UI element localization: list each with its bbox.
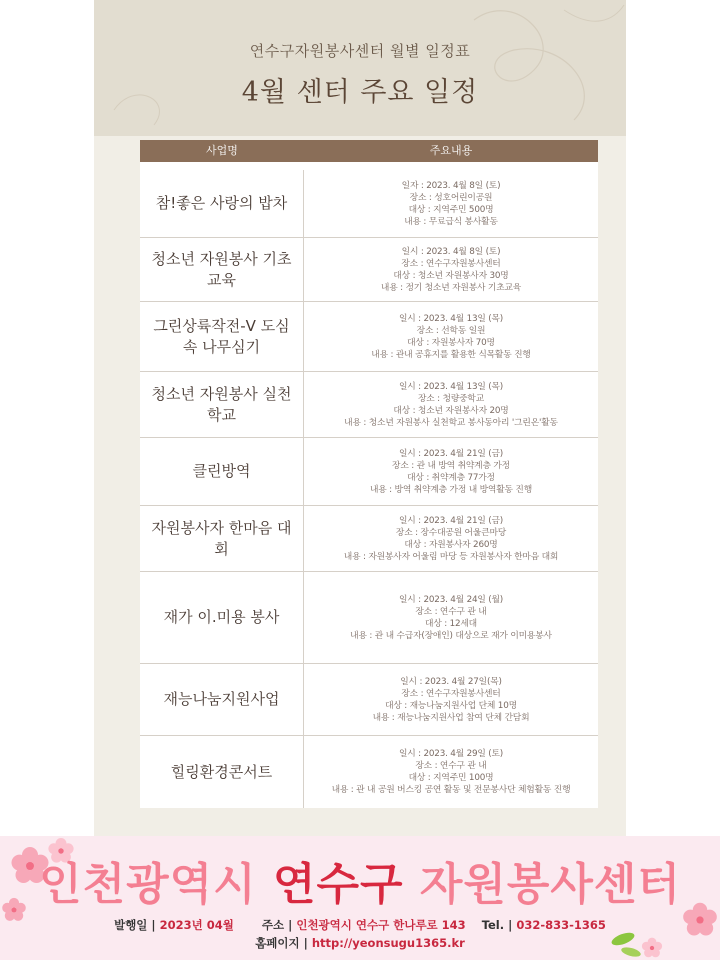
info-line-2	[0, 934, 720, 952]
row-name: 재가 이.미용 봉사	[140, 572, 304, 663]
row-name: 청소년 자원봉사 기초교육	[140, 238, 304, 301]
table-row	[140, 736, 598, 808]
tel-label: Tel. |	[481, 918, 517, 932]
issue-value: 2023년 04월	[159, 918, 234, 932]
table-row	[140, 572, 598, 664]
issue-label: 발행일 |	[114, 918, 160, 932]
header-banner	[94, 0, 626, 136]
content-line: 내용 : 자원봉사자 어울림 마당 등 자원봉사자 한마음 대회	[343, 551, 559, 562]
footer-banner	[0, 836, 720, 960]
info-line-1	[0, 916, 720, 934]
content-line: 대상 : 재능나눔지원사업 단체 10명	[385, 700, 517, 711]
content-line: 장소 : 성호어린이공원	[409, 192, 493, 203]
content-line: 내용 : 방역 취약계층 가정 내 방역활동 진행	[369, 484, 532, 495]
decorative-swirl-icon	[94, 0, 626, 136]
content-line: 일시 : 2023. 4월 13일 (목)	[398, 381, 504, 392]
table-header	[140, 140, 598, 162]
tel-value: 032-833-1365	[516, 918, 606, 932]
publication-info	[0, 916, 720, 952]
column-header-content: 주요내용	[429, 144, 473, 157]
content-line: 일시 : 2023. 4월 21일 (금)	[398, 448, 504, 459]
title-part-city: 인천광역시	[39, 859, 273, 910]
row-content	[304, 664, 598, 735]
content-line: 장소 : 연수구 관 내	[415, 606, 487, 617]
row-name: 힐링환경콘서트	[140, 736, 304, 808]
title-part-district: 연수구	[272, 859, 404, 910]
homepage-link[interactable]: http://yeonsugu1365.kr	[311, 936, 465, 950]
content-line: 대상 : 12세대	[425, 618, 477, 629]
content-line: 장소 : 선학동 일원	[416, 325, 486, 336]
table-row	[140, 372, 598, 438]
schedule-card	[94, 0, 626, 840]
row-content	[304, 238, 598, 301]
table-row	[140, 238, 598, 302]
content-line: 일자 : 2023. 4월 8일 (토)	[401, 180, 501, 191]
row-content	[304, 302, 598, 371]
content-line: 대상 : 취약계층 77가정	[407, 472, 495, 483]
content-line: 내용 : 관내 공휴지를 활용한 식목활동 진행	[371, 349, 531, 360]
address-value: 인천광역시 연수구 한나루로 143	[296, 918, 466, 932]
column-header-name: 사업명	[206, 144, 238, 157]
content-line: 장소 : 연수구 관 내	[415, 761, 487, 771]
address-label: 주소 |	[261, 918, 297, 932]
page-subtitle: 연수구자원봉사센터 월별 일정표	[249, 42, 471, 60]
table-row	[140, 302, 598, 372]
content-line: 대상 : 자원봉사자 70명	[407, 337, 495, 348]
schedule-table	[140, 140, 598, 808]
content-line: 일시 : 2023. 4월 24일 (월)	[398, 594, 504, 605]
title-part-center: 자원봉사센터	[403, 859, 681, 910]
table-row	[140, 664, 598, 736]
homepage-label: 홈페이지 |	[255, 936, 312, 950]
content-line: 일시 : 2023. 4월 29일 (토)	[398, 749, 504, 759]
table-row	[140, 438, 598, 506]
row-content	[304, 572, 598, 663]
row-content	[304, 170, 598, 237]
content-line: 대상 : 자원봉사자 260명	[404, 539, 498, 550]
content-line: 장소 : 연수구자원봉사센터	[401, 688, 501, 699]
row-content	[304, 438, 598, 505]
content-line: 내용 : 정기 청소년 자원봉사 기초교육	[380, 282, 522, 293]
table-row	[140, 506, 598, 572]
content-line: 장소 : 관 내 방역 취약계층 가정	[392, 460, 510, 471]
row-name: 클린방역	[140, 438, 304, 505]
row-name: 재능나눔지원사업	[140, 664, 304, 735]
content-line: 일시 : 2023. 4월 21일 (금)	[398, 515, 504, 526]
content-line: 장소 : 장수대공원 어울큰마당	[395, 527, 507, 538]
row-content	[304, 506, 598, 571]
row-name: 자원봉사자 한마음 대회	[140, 506, 304, 571]
content-line: 장소 : 청량중학교	[417, 393, 485, 404]
content-line: 일시 : 2023. 4월 8일 (토)	[401, 246, 501, 257]
table-row	[140, 170, 598, 238]
content-line: 내용 : 관 내 수급자(장애인) 대상으로 재가 이미용봉사	[350, 630, 552, 641]
content-line: 대상 : 지역주민 100명	[408, 773, 494, 783]
content-line: 대상 : 청소년 자원봉사자 30명	[393, 270, 509, 281]
row-name: 청소년 자원봉사 실천학교	[140, 372, 304, 437]
content-line: 내용 : 청소년 자원봉사 실천학교 봉사동아리 '그린온'활동	[344, 417, 558, 428]
content-line: 장소 : 연수구자원봉사센터	[401, 258, 501, 269]
content-line: 내용 : 무료급식 봉사활동	[404, 216, 498, 227]
content-line: 대상 : 지역주민 500명	[408, 204, 494, 215]
row-name: 참!좋은 사랑의 밥차	[140, 170, 304, 237]
content-line: 내용 : 관 내 공원 버스킹 공연 활동 및 전문봉사단 체험활동 진행	[331, 785, 571, 795]
organization-title	[0, 848, 720, 912]
row-content	[304, 372, 598, 437]
page-title: 4월 센터 주요 일정	[241, 77, 479, 108]
content-line: 일시 : 2023. 4월 27일(목)	[400, 676, 502, 687]
content-line: 일시 : 2023. 4월 13일 (목)	[398, 313, 504, 324]
content-line: 대상 : 청소년 자원봉사자 20명	[393, 405, 509, 416]
content-line: 내용 : 재능나눔지원사업 참여 단체 간담회	[372, 712, 530, 723]
row-content	[304, 736, 598, 808]
row-name: 그린상륙작전-V 도심 속 나무심기	[140, 302, 304, 371]
